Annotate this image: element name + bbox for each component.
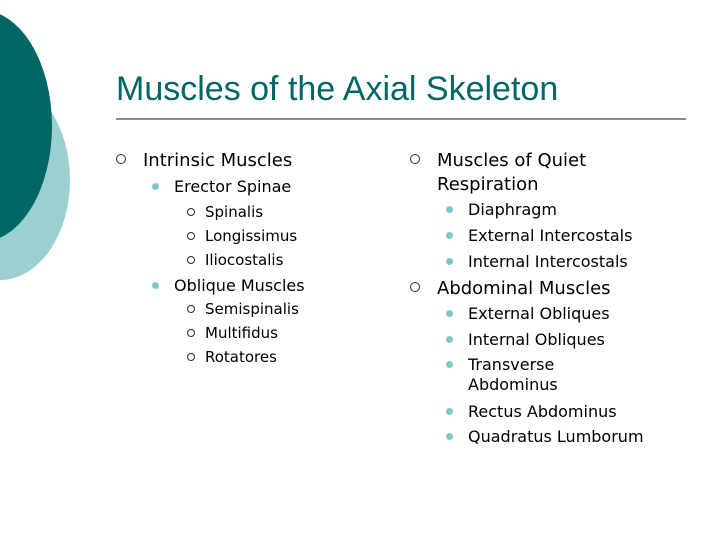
dot-bullet-icon	[446, 258, 453, 265]
bullet-internal-obliques: Internal Obliques	[468, 330, 605, 349]
small-ring-bullet-icon	[187, 305, 195, 313]
bullet-transverse-line2: Abdominus	[468, 375, 558, 394]
small-ring-bullet-icon	[187, 256, 195, 264]
dot-bullet-icon	[152, 282, 159, 289]
bullet-iliocostalis: Iliocostalis	[205, 251, 284, 269]
ring-bullet-icon	[410, 282, 420, 292]
bullet-semispinalis: Semispinalis	[205, 300, 299, 318]
dot-bullet-icon	[446, 408, 453, 415]
dot-bullet-icon	[446, 336, 453, 343]
small-ring-bullet-icon	[187, 329, 195, 337]
dot-bullet-icon	[446, 361, 453, 368]
bullet-multifidus: Multifidus	[205, 324, 278, 342]
small-ring-bullet-icon	[187, 208, 195, 216]
bullet-intrinsic-muscles: Intrinsic Muscles	[143, 150, 293, 171]
ring-bullet-icon	[410, 154, 420, 164]
bullet-external-intercostals: External Intercostals	[468, 226, 633, 245]
dot-bullet-icon	[446, 433, 453, 440]
dot-bullet-icon	[446, 232, 453, 239]
dot-bullet-icon	[446, 310, 453, 317]
bullet-erector-spinae: Erector Spinae	[174, 177, 292, 196]
bullet-abdominal-muscles: Abdominal Muscles	[437, 278, 611, 299]
dot-bullet-icon	[446, 206, 453, 213]
bullet-rectus-abdominus: Rectus Abdominus	[468, 402, 617, 421]
bullet-quadratus-lumborum: Quadratus Lumborum	[468, 427, 644, 446]
small-ring-bullet-icon	[187, 353, 195, 361]
bullet-transverse-line1: Transverse	[468, 355, 555, 374]
slide-title: Muscles of the Axial Skeleton	[116, 70, 559, 108]
bullet-rotatores: Rotatores	[205, 348, 277, 366]
bullet-internal-intercostals: Internal Intercostals	[468, 252, 628, 271]
ring-bullet-icon	[116, 154, 126, 164]
bullet-oblique-muscles: Oblique Muscles	[174, 276, 305, 295]
bullet-diaphragm: Diaphragm	[468, 200, 557, 219]
bullet-external-obliques: External Obliques	[468, 304, 610, 323]
bullet-quiet-respiration-line1: Muscles of Quiet	[437, 150, 587, 171]
small-ring-bullet-icon	[187, 232, 195, 240]
bullet-longissimus: Longissimus	[205, 227, 298, 245]
title-divider	[116, 118, 686, 120]
bullet-spinalis: Spinalis	[205, 203, 264, 221]
dot-bullet-icon	[152, 183, 159, 190]
bullet-quiet-respiration-line2: Respiration	[437, 174, 539, 195]
